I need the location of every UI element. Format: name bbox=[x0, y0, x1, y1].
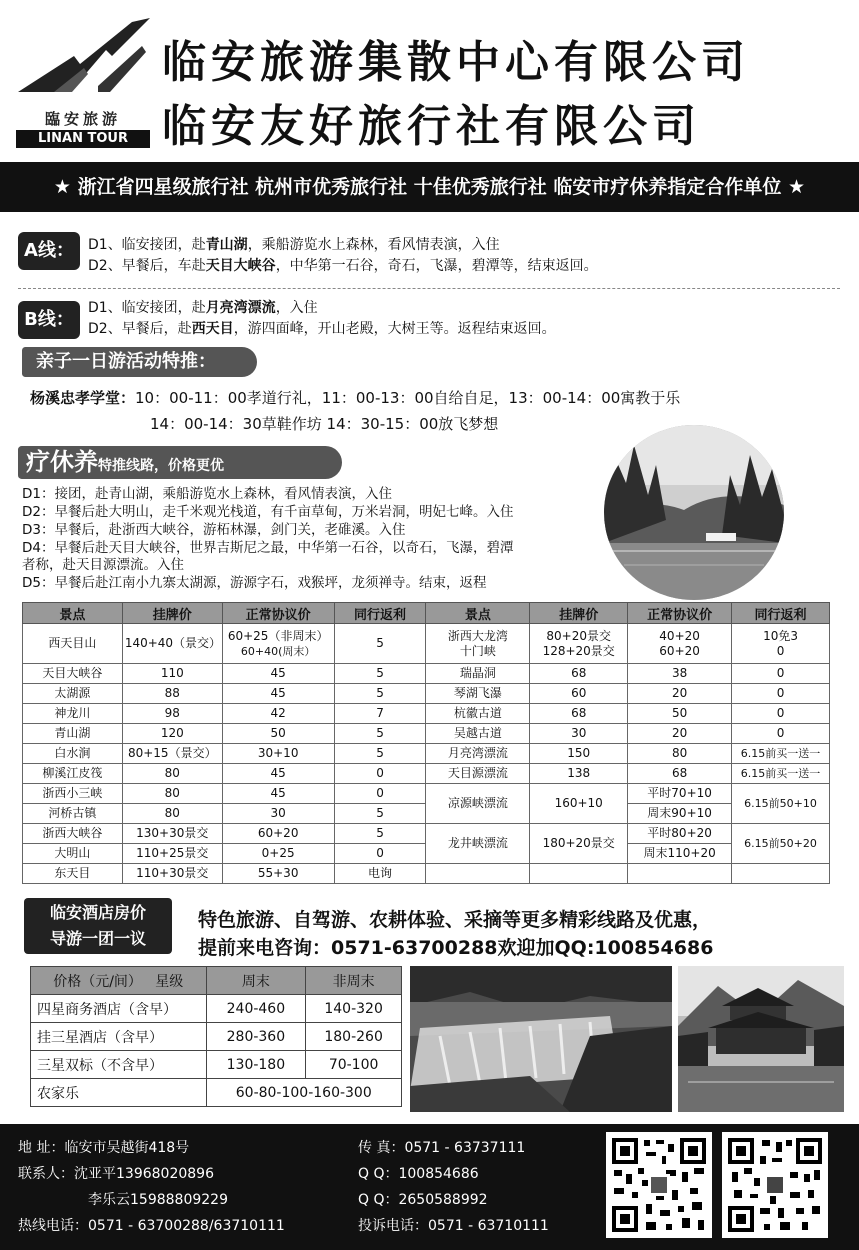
honors-banner: ★ 浙江省四星级旅行社 杭州市优秀旅行社 十佳优秀旅行社 临安市疗休养指定合作单位 ★ bbox=[0, 162, 859, 212]
table-row: 神龙川 98 42 7 杭徽古道 68 50 0 bbox=[23, 704, 830, 724]
address: 地 址：临安市吴越街418号 bbox=[18, 1140, 190, 1156]
itinerary-day-4: D4：早餐后赴天目大峡谷，世界吉斯尼之最，中华第一石谷，以奇石，飞瀑，碧潭 bbox=[22, 540, 514, 556]
route-a-day2: D2、早餐后，车赴天目大峡谷，中华第一石谷，奇石，飞瀑，碧潭等，结束返回。 bbox=[88, 258, 598, 274]
logo-english-text: LINAN TOUR bbox=[16, 130, 150, 148]
lake-forest-photo bbox=[604, 425, 784, 600]
family-schedule-row-1: 杨溪忠孝学堂：10：00-11：00孝道行礼，11：00-13：00自给自足，13：00-14：00寓教于乐 bbox=[30, 389, 681, 407]
sanatorium-title: 疗休养特推线路，价格更优 bbox=[18, 446, 342, 479]
company-title-2: 临安友好旅行社有限公司 bbox=[162, 101, 701, 152]
logo-mountain-icon bbox=[14, 16, 152, 100]
logo-chinese-text: 臨安旅游 bbox=[44, 110, 121, 128]
contact-footer bbox=[0, 1124, 859, 1250]
table-header-row: 景点 挂牌价 正常协议价 同行返利 景点 挂牌价 正常协议价 同行返利 bbox=[23, 603, 830, 624]
qq-1: Q Q：100854686 bbox=[358, 1166, 479, 1182]
company-title-1: 临安旅游集散中心有限公司 bbox=[162, 37, 750, 88]
table-row: 东天目 110+30景交 55+30 电询 bbox=[23, 864, 830, 884]
company-logo bbox=[14, 16, 152, 144]
contact-person-1: 联系人：沈亚平13968020896 bbox=[18, 1166, 214, 1182]
family-schedule-row-2: 14：00-14：30草鞋作坊 14：30-15：00放飞梦想 bbox=[150, 415, 499, 433]
qq-2: Q Q：2650588992 bbox=[358, 1192, 488, 1208]
itinerary-day-5: D5：早餐后赴江南小九寨太湖源，游源字石，戏猴坪，龙须禅寺。结束，返程 bbox=[22, 575, 487, 591]
route-b-day2: D2、早餐后，赴西天目，游四面峰，开山老殿，大树王等。返程结束返回。 bbox=[88, 321, 556, 337]
table-row: 天目大峡谷 110 45 5 瑞晶洞 68 38 0 bbox=[23, 664, 830, 684]
family-tour-title: 亲子一日游活动特推： bbox=[22, 347, 257, 377]
route-b-day1: D1、临安接团，赴月亮湾漂流，入住 bbox=[88, 300, 318, 316]
table-row: 四星商务酒店（含早） 240-460 140-320 bbox=[31, 995, 402, 1023]
table-row: 青山湖 120 50 5 吴越古道 30 20 0 bbox=[23, 724, 830, 744]
table-header-row: 价格（元/间） 星级 周末 非周末 bbox=[31, 967, 402, 995]
attraction-price-table bbox=[22, 602, 830, 884]
qr-code-icon bbox=[722, 1132, 828, 1238]
table-row: 浙西小三峡 80 45 0 凉源峡漂流 160+10 平时70+10 6.15前50+10 bbox=[23, 784, 830, 804]
route-b-tag: B线： bbox=[18, 301, 80, 339]
itinerary-day-2: D2：早餐后赴大明山，走千米观光栈道，有千亩草甸，万米岩洞，明妃七峰。入住 bbox=[22, 504, 514, 520]
hotel-price-table bbox=[30, 966, 402, 1107]
table-row: 大明山 110+25景交 0+25 0 周末110+20 bbox=[23, 844, 830, 864]
table-row: 农家乐 60-80-100-160-300 bbox=[31, 1079, 402, 1107]
temple-photo bbox=[678, 966, 844, 1112]
waterfall-photo bbox=[410, 966, 672, 1112]
table-row: 挂三星酒店（含早） 280-360 180-260 bbox=[31, 1023, 402, 1051]
table-row: 浙西大峡谷 130+30景交 60+20 5 龙井峡漂流 180+20景交 平时80+20 6.15前50+20 bbox=[23, 824, 830, 844]
table-row: 河桥古镇 80 30 5 周末90+10 bbox=[23, 804, 830, 824]
hotline: 热线电话：0571 - 63700288/63710111 bbox=[18, 1218, 285, 1234]
family-venue-label: 杨溪忠孝学堂： bbox=[30, 389, 136, 407]
itinerary-day-4-cont: 者称，赴天目源漂流。入住 bbox=[22, 557, 184, 573]
divider bbox=[18, 288, 840, 289]
qr-code-icon bbox=[606, 1132, 712, 1238]
table-row: 西天目山 140+40（景交） 60+25（非周末） 60+40(周末） 5 浙西大龙湾 十门峡 80+20景交 128+20景交 40+20 60+20 10免3 0 bbox=[23, 624, 830, 664]
header bbox=[0, 0, 859, 160]
complaint-phone: 投诉电话：0571 - 63710111 bbox=[358, 1218, 549, 1234]
hotel-price-tag: 临安酒店房价 导游一团一议 bbox=[24, 898, 172, 954]
table-row: 白水涧 80+15（景交） 30+10 5 月亮湾漂流 150 80 6.15前买一送一 bbox=[23, 744, 830, 764]
table-row: 三星双标（不含早） 130-180 70-100 bbox=[31, 1051, 402, 1079]
itinerary-day-3: D3：早餐后，赴浙西大峡谷，游柘林瀑，剑门关，老碓溪。入住 bbox=[22, 522, 406, 538]
promo-line-2: 提前来电咨询：0571-63700288欢迎加QQ:100854686 bbox=[198, 937, 714, 959]
promo-line-1: 特色旅游、自驾游、农耕体验、采摘等更多精彩线路及优惠， bbox=[198, 909, 712, 931]
route-a-day1: D1、临安接团，赴青山湖，乘船游览水上森林，看风情表演，入住 bbox=[88, 237, 500, 253]
contact-person-2: 李乐云15988809229 bbox=[88, 1192, 228, 1208]
itinerary-day-1: D1：接团，赴青山湖，乘船游览水上森林，看风情表演，入住 bbox=[22, 486, 392, 502]
fax: 传 真：0571 - 63737111 bbox=[358, 1140, 526, 1156]
route-a-tag: A线： bbox=[18, 232, 80, 270]
table-row: 柳溪江皮筏 80 45 0 天目源漂流 138 68 6.15前买一送一 bbox=[23, 764, 830, 784]
table-row: 太湖源 88 45 5 琴湖飞瀑 60 20 0 bbox=[23, 684, 830, 704]
